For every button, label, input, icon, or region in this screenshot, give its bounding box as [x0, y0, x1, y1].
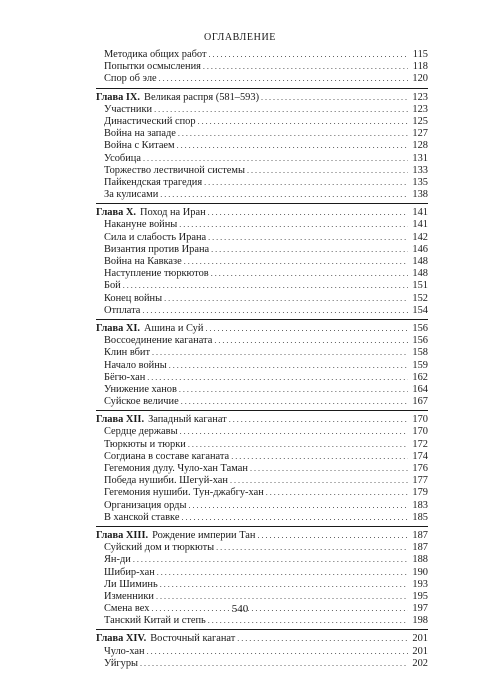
entry-title: Война на Кавказе [104, 256, 182, 267]
entry-title: Ли Шиминь [104, 578, 158, 590]
entry-title: Гегемония нушиби. Тун-джабгу-хан [104, 487, 264, 499]
toc-entry[interactable] [96, 512, 428, 524]
dot-leader [178, 128, 408, 140]
entry-title: Накануне войны [104, 219, 178, 231]
chapter-title-text: Поход на Иран [139, 207, 206, 219]
chapter-title-text: Восточный каганат [150, 633, 236, 645]
entry-page-number: 164 [412, 383, 428, 395]
entry-page-number: 167 [412, 396, 428, 408]
toc-entry[interactable] [96, 384, 428, 396]
toc-entry[interactable] [96, 347, 428, 359]
toc-entry[interactable] [96, 293, 428, 305]
entry-title: Танский Китай и степь [104, 615, 206, 627]
toc-entry[interactable] [96, 554, 428, 566]
dot-leader [208, 207, 408, 219]
chapter-heading[interactable] [96, 323, 428, 335]
toc-group [96, 530, 428, 631]
toc-entry[interactable] [96, 244, 428, 256]
toc-entry[interactable] [96, 219, 428, 231]
dot-leader [188, 500, 408, 512]
entry-page-number: 190 [412, 566, 428, 578]
chapter-heading[interactable] [96, 633, 428, 645]
chapter-heading[interactable] [96, 92, 428, 104]
toc-entry[interactable] [96, 280, 428, 292]
dot-leader [143, 153, 408, 165]
table-of-contents [96, 49, 428, 675]
chapter-number: Глава XIV. [96, 633, 147, 645]
entry-title: Шибир-хан [104, 566, 155, 578]
chapter-number: Глава X. [96, 207, 136, 219]
entry-title: Изменники [104, 590, 154, 602]
entry-title: За кулисами [104, 189, 159, 201]
entry-title: Победа нушиби. Шегуй-хан [104, 475, 228, 487]
entry-page-number: 202 [412, 657, 428, 669]
entry-page-number: 127 [412, 128, 428, 140]
entry-page-number: 170 [412, 426, 428, 438]
entry-page-number: 138 [412, 189, 428, 201]
entry-title: Бой [104, 280, 121, 292]
toc-entry[interactable] [96, 104, 428, 116]
dot-leader [261, 92, 408, 104]
entry-page-number: 176 [412, 463, 428, 474]
toc-entry[interactable] [96, 165, 428, 177]
dot-leader [204, 177, 408, 189]
dot-leader [231, 451, 408, 463]
entry-title: Усобица [104, 152, 141, 164]
entry-title: В ханской ставке [104, 511, 180, 523]
entry-page-number: 172 [412, 438, 428, 450]
toc-group [96, 92, 428, 205]
entry-title: Наступление тюркютов [104, 268, 209, 280]
dot-leader [181, 512, 408, 524]
toc-entry[interactable] [96, 500, 428, 512]
dot-leader [159, 73, 408, 85]
dot-leader [179, 219, 408, 231]
toc-entry[interactable] [96, 579, 428, 591]
toc-entry[interactable] [96, 372, 428, 384]
entry-page-number: 118 [412, 61, 428, 73]
toc-entry[interactable] [96, 439, 428, 451]
dot-leader [205, 323, 408, 335]
toc-group [96, 323, 428, 411]
toc-entry[interactable] [96, 451, 428, 463]
chapter-heading[interactable] [96, 530, 428, 542]
dot-leader [211, 268, 408, 280]
entry-title: Династический спор [104, 115, 196, 127]
dot-leader [177, 140, 408, 152]
entry-title: Клин вбит [104, 347, 150, 359]
entry-title: Организация орды [104, 499, 187, 511]
entry-title: Суйский дом и тюркюты [104, 542, 215, 554]
chapter-title [96, 530, 255, 542]
dot-leader [230, 475, 408, 487]
entry-title: Ян-ди [104, 554, 131, 566]
toc-entry[interactable] [96, 615, 428, 627]
toc-group [96, 633, 428, 672]
dot-leader [237, 633, 408, 645]
dot-leader [203, 61, 408, 73]
dot-leader [184, 256, 408, 268]
dot-leader [133, 554, 408, 566]
entry-title: Пайкендская трагедия [104, 176, 203, 188]
toc-group [96, 207, 428, 320]
entry-page-number: 197 [412, 603, 428, 615]
entry-page-number: 152 [412, 292, 428, 304]
chapter-title [96, 207, 206, 219]
entry-title: Гегемония дулу. Чуло-хан Таман [104, 463, 248, 474]
dot-leader [250, 463, 408, 475]
entry-title: Чуло-хан [104, 645, 145, 657]
chapter-page-number: 156 [412, 322, 428, 334]
dot-leader [214, 335, 408, 347]
entry-title: Участники [104, 103, 153, 115]
entry-title: Унижение ханов [104, 383, 177, 395]
dot-leader [152, 347, 408, 359]
dot-leader [257, 530, 408, 542]
chapter-page-number: 187 [412, 529, 428, 541]
chapter-title-text: Ашина и Суй [144, 322, 204, 334]
dot-leader [211, 244, 408, 256]
chapter-title [96, 92, 259, 104]
page-number: 540 [231, 603, 249, 615]
chapter-number: Глава IX. [96, 91, 141, 103]
dot-leader [154, 104, 408, 116]
chapter-title [96, 323, 203, 335]
dot-leader [247, 165, 408, 177]
entry-page-number: 123 [412, 103, 428, 115]
toc-group [96, 414, 428, 527]
toc-entry[interactable] [96, 591, 428, 603]
toc-entry[interactable] [96, 73, 428, 85]
dot-leader [216, 542, 408, 554]
dot-leader [180, 426, 408, 438]
entry-title: Суйское величие [104, 396, 179, 408]
entry-title: Согдиана в составе каганата [104, 450, 230, 462]
entry-title: Начало войны [104, 359, 167, 371]
toc-entry[interactable] [96, 61, 428, 73]
entry-title: Сердце державы [104, 426, 178, 438]
dot-leader [123, 280, 408, 292]
toc-entry[interactable] [96, 360, 428, 372]
entry-title: Тюркюты и тюрки [104, 438, 186, 450]
toc-entry[interactable] [96, 463, 428, 475]
dot-leader [160, 189, 408, 201]
entry-title: Война на западе [104, 128, 176, 140]
entry-page-number: 198 [412, 615, 428, 627]
chapter-page-number: 141 [412, 207, 428, 219]
toc-entry[interactable] [96, 116, 428, 128]
dot-leader [209, 49, 409, 61]
entry-title: Отплата [104, 304, 141, 316]
entry-title: Византия против Ирана [104, 243, 210, 255]
chapter-heading[interactable] [96, 414, 428, 426]
entry-page-number: 148 [412, 256, 428, 267]
dot-leader [208, 232, 408, 244]
dot-leader [142, 305, 408, 317]
chapter-title-text: Западный каганат [148, 414, 227, 426]
entry-page-number: 177 [412, 475, 428, 487]
entry-title: Воссоединение каганата [104, 335, 213, 347]
dot-leader [266, 487, 408, 499]
entry-page-number: 183 [412, 499, 428, 511]
toc-entry[interactable] [96, 305, 428, 317]
chapter-title-text: Рождение империи Тан [152, 529, 256, 541]
chapter-title [96, 633, 235, 645]
toc-entry[interactable] [96, 396, 428, 408]
dot-leader [140, 658, 408, 670]
toc-entry[interactable] [96, 177, 428, 189]
dot-leader [164, 293, 408, 305]
entry-page-number: 188 [412, 554, 428, 566]
toc-entry[interactable] [96, 646, 428, 658]
entry-title: Смена вех [104, 603, 150, 615]
dot-leader [208, 615, 408, 627]
entry-page-number: 195 [412, 590, 428, 602]
entry-title: Конец войны [104, 292, 163, 304]
entry-page-number: 120 [412, 73, 428, 85]
running-head: ОГЛАВЛЕНИЕ [204, 32, 276, 43]
entry-page-number: 187 [412, 542, 428, 554]
entry-page-number: 148 [412, 268, 428, 280]
dot-leader [147, 646, 408, 658]
entry-title: Спор об элe [104, 73, 157, 85]
dot-leader [188, 439, 408, 451]
entry-title: Уйгуры [104, 657, 139, 669]
entry-title: Сила и слабость Ирана [104, 231, 207, 243]
entry-page-number: 131 [412, 152, 428, 164]
chapter-number: Глава XII. [96, 414, 145, 426]
entry-page-number: 142 [412, 231, 428, 243]
entry-page-number: 146 [412, 243, 428, 255]
dot-leader [157, 567, 408, 579]
entry-page-number: 156 [412, 335, 428, 347]
chapter-heading[interactable] [96, 207, 428, 219]
toc-entry[interactable] [96, 153, 428, 165]
chapter-page-number: 123 [412, 91, 428, 103]
entry-page-number: 135 [412, 176, 428, 188]
toc-entry[interactable] [96, 335, 428, 347]
dot-leader [179, 384, 408, 396]
entry-page-number: 141 [412, 219, 428, 231]
chapter-number: Глава XI. [96, 322, 141, 334]
dot-leader [147, 372, 408, 384]
dot-leader [160, 579, 408, 591]
entry-title: Бёгю-хан [104, 371, 146, 383]
dot-leader [198, 116, 408, 128]
toc-group [96, 49, 428, 89]
toc-entry[interactable] [96, 567, 428, 579]
entry-page-number: 133 [412, 164, 428, 176]
entry-page-number: 154 [412, 304, 428, 316]
toc-entry[interactable] [96, 542, 428, 554]
entry-page-number: 201 [412, 645, 428, 657]
toc-entry[interactable] [96, 475, 428, 487]
entry-page-number: 151 [412, 280, 428, 292]
chapter-title [96, 414, 227, 426]
toc-entry[interactable] [96, 49, 428, 61]
toc-entry[interactable] [96, 426, 428, 438]
chapter-number: Глава XIII. [96, 529, 149, 541]
entry-page-number: 158 [412, 347, 428, 359]
toc-entry[interactable] [96, 232, 428, 244]
toc-entry[interactable] [96, 658, 428, 670]
dot-leader [169, 360, 408, 372]
entry-title: Война с Китаем [104, 140, 175, 152]
entry-title: Методика общих работ [104, 49, 207, 60]
toc-entry[interactable] [96, 268, 428, 280]
entry-title: Торжество лествичной системы [104, 164, 245, 176]
entry-page-number: 185 [412, 511, 428, 523]
entry-page-number: 174 [412, 450, 428, 462]
entry-page-number: 128 [412, 140, 428, 152]
entry-page-number: 159 [412, 359, 428, 371]
entry-page-number: 162 [412, 371, 428, 383]
chapter-page-number: 201 [412, 633, 428, 645]
dot-leader [181, 396, 408, 408]
dot-leader [156, 591, 408, 603]
chapter-title-text: Великая распря (581–593) [144, 91, 260, 103]
dot-leader [229, 414, 408, 426]
entry-page-number: 115 [412, 49, 428, 60]
toc-entry[interactable] [96, 128, 428, 140]
toc-entry[interactable] [96, 140, 428, 152]
entry-page-number: 193 [412, 578, 428, 590]
toc-entry[interactable] [96, 487, 428, 499]
entry-page-number: 179 [412, 487, 428, 499]
entry-page-number: 125 [412, 115, 428, 127]
toc-entry[interactable] [96, 256, 428, 268]
toc-entry[interactable] [96, 189, 428, 201]
entry-title: Попытки осмысления [104, 61, 201, 73]
chapter-page-number: 170 [412, 414, 428, 426]
